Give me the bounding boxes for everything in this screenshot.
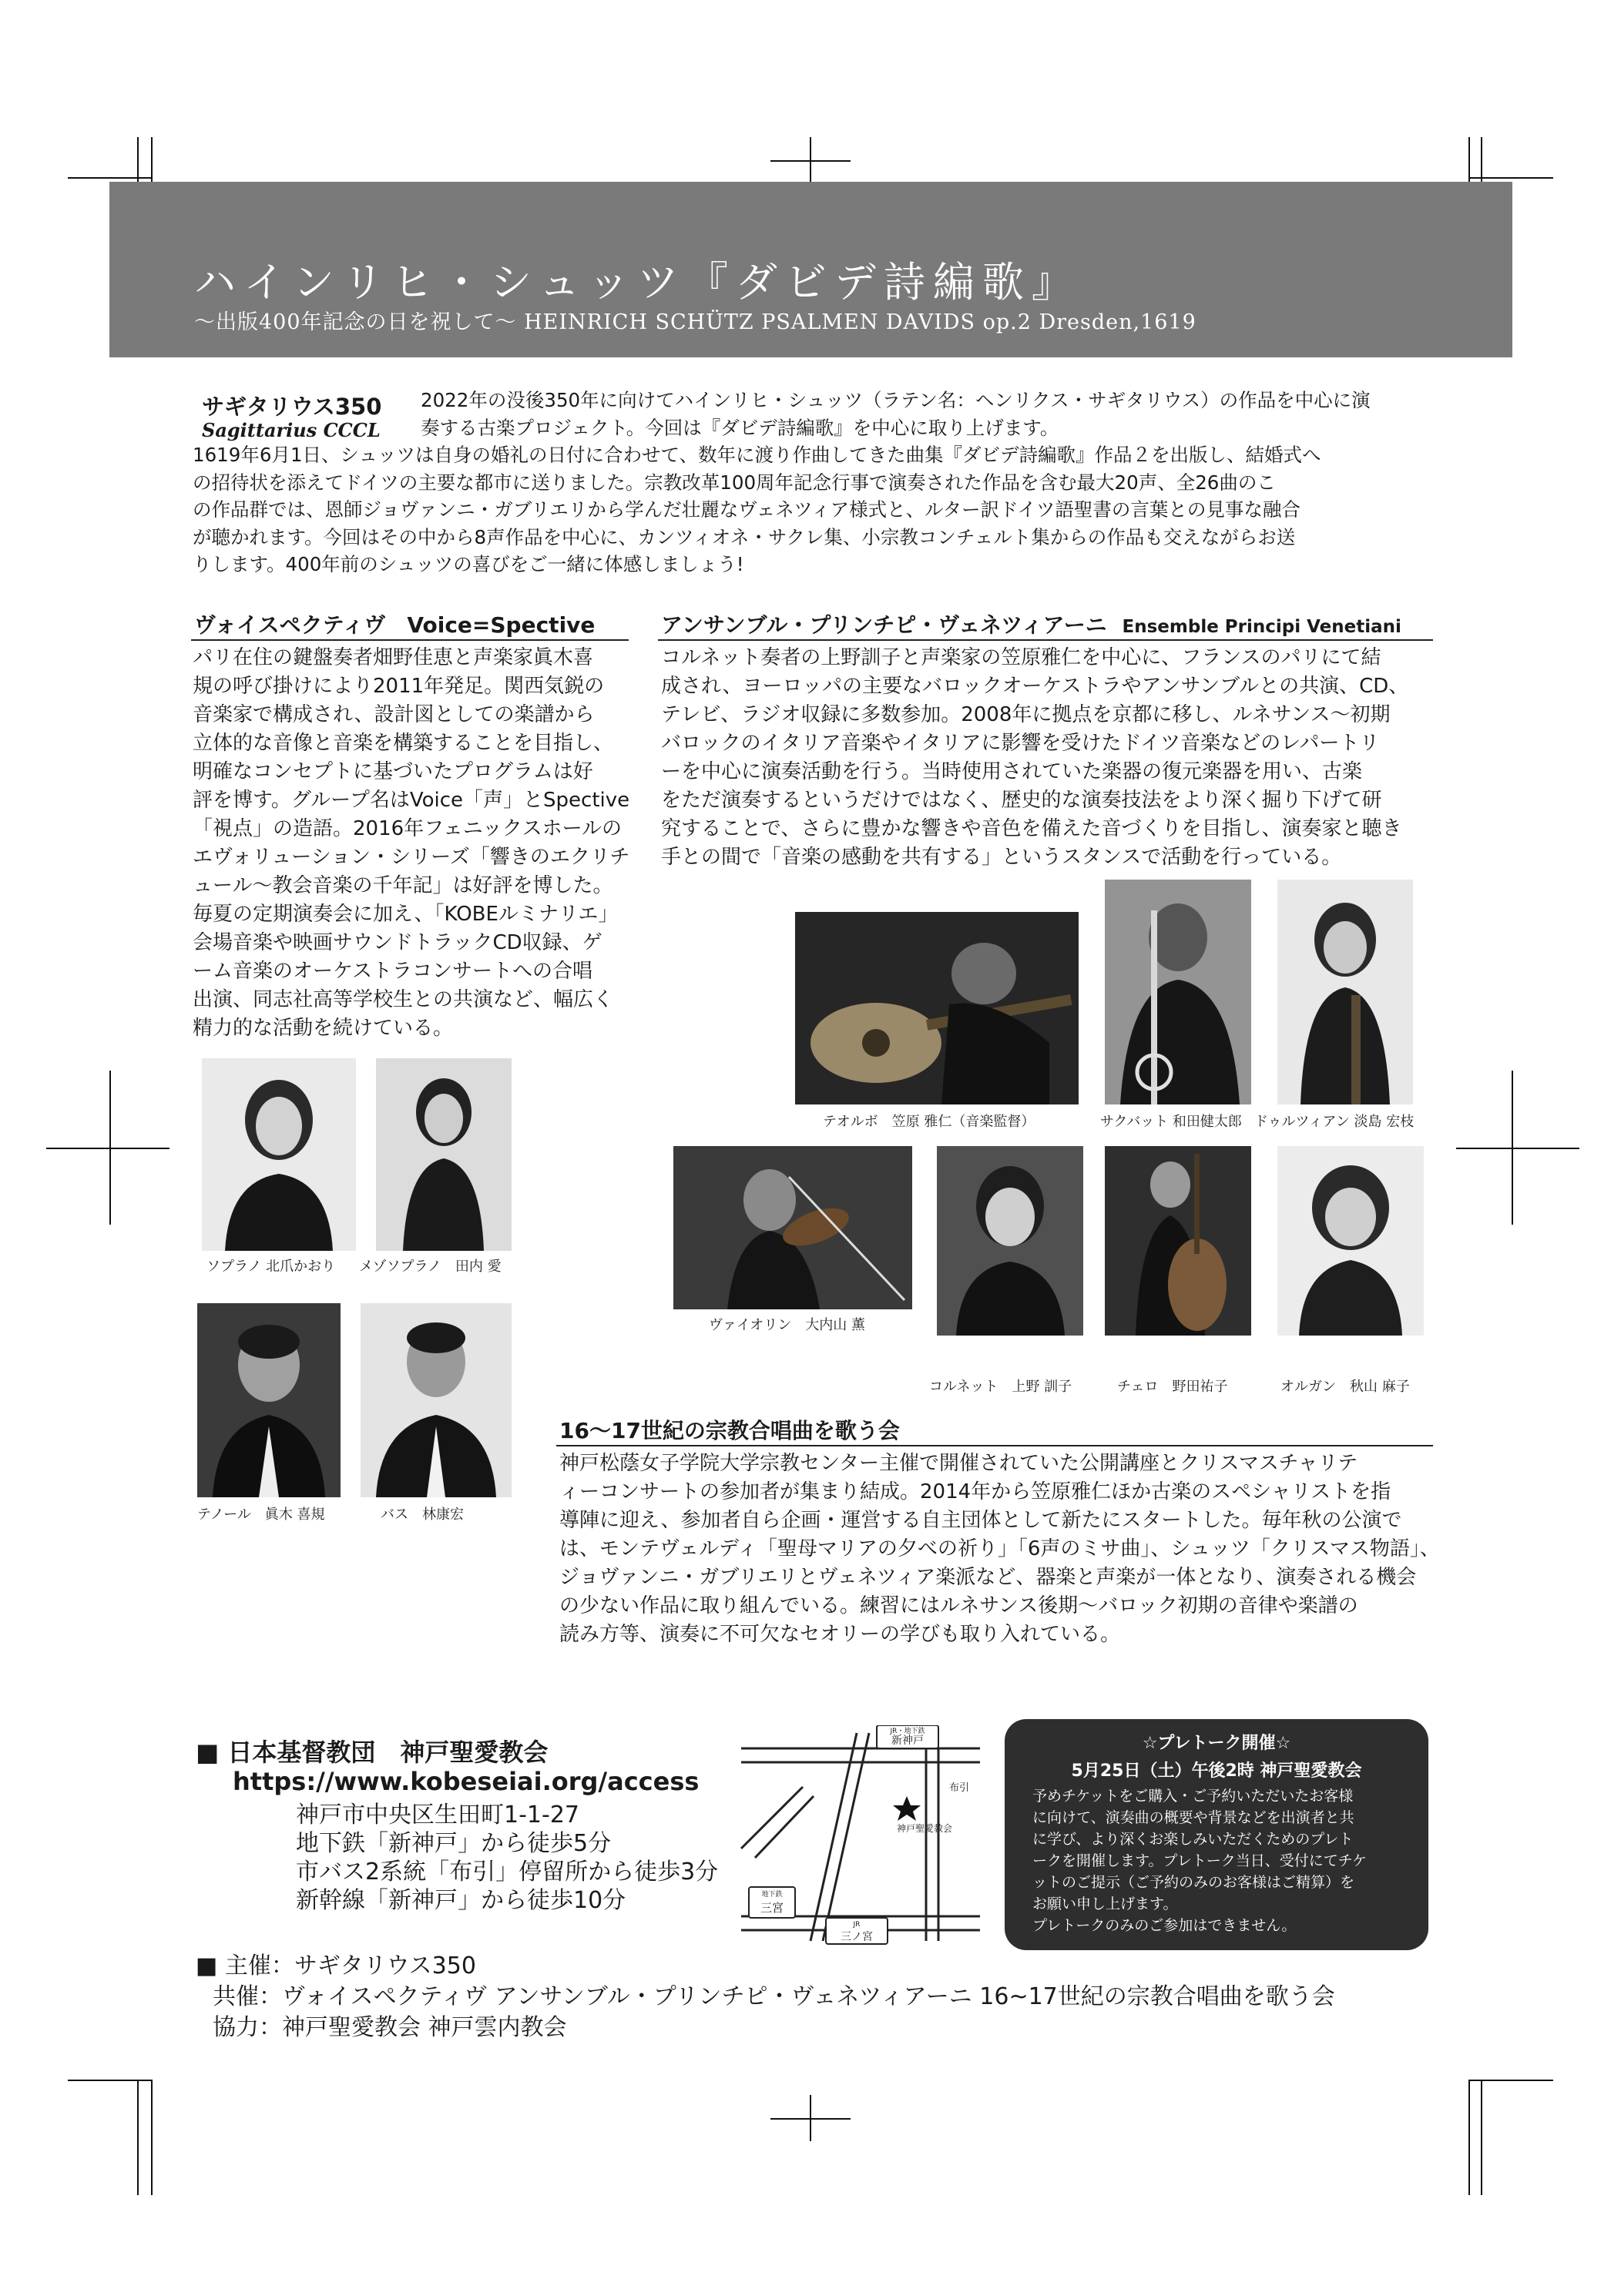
choir-heading-rule — [556, 1445, 1433, 1446]
crop-mark — [1468, 177, 1553, 179]
caption-soprano: ソプラノ 北爪かおり — [206, 1259, 336, 1275]
ensemble-line: 成され、ヨーロッパの主要なバロックオーケストラやアンサンブルとの共演、CD、 — [661, 675, 1409, 698]
choir-line: は、モンテヴェルディ「聖母マリアの夕べの祈り」「6声のミサ曲」、シュッツ「クリスマス物語」、 — [559, 1537, 1440, 1560]
choir-line: ジョヴァンニ・ガブリエリとヴェネツィア楽派など、器楽と声楽が一体となり、演奏される機会 — [559, 1566, 1417, 1589]
page-title: ハインリヒ・シュッツ『ダビデ詩編歌』 — [194, 258, 1081, 307]
crop-mark — [68, 2080, 153, 2081]
voice-line: 会場音楽や映画サウンドトラックCD収録、ゲ — [193, 931, 602, 954]
ensemble-line: 究することで、さらに豊かな響きや音色を備えた音づくりを目指し、演奏家と聴き — [661, 817, 1402, 840]
voice-line: ュール〜教会音楽の千年記」は好評を博した。 — [193, 874, 613, 897]
venue-url[interactable]: https://www.kobeseiai.org/access — [233, 1767, 700, 1796]
caption-dulcian: ドゥルツィアン 淡島 宏枝 — [1254, 1114, 1415, 1130]
voice-line: 立体的な音像と音楽を構築することを目指し、 — [193, 732, 614, 755]
map-sannomiya-left-small: 地下鉄 — [761, 1891, 783, 1899]
voice-line: 出演、同志社高等学校生との共演など、幅広く — [193, 988, 614, 1011]
voice-text — [193, 644, 629, 1043]
pretalk-box — [1005, 1719, 1428, 1950]
logo-ja: サギタリウス350 — [202, 394, 382, 420]
map-station-top-small: JR・地下鉄 — [890, 1728, 925, 1735]
crop-mark — [1481, 2080, 1482, 2195]
map-station-top: 新神戸 — [891, 1735, 924, 1747]
map-sannomiya-left: 三宮 — [760, 1901, 784, 1915]
ensemble-heading-ja: アンサンブル・プリンチピ・ヴェネツィアーニ — [661, 612, 1107, 638]
photo-mezzo — [376, 1058, 512, 1251]
crop-mark — [46, 1148, 169, 1149]
map-sannomiya-right: 三ノ宮 — [841, 1931, 873, 1943]
intro-line: 奏する古楽プロジェクト。今回は『ダビデ詩編歌』を中心に取り上げます。 — [421, 416, 1059, 439]
intro-line: が聴かれます。今回はその中から8声作品を中心に、カンツィオネ・サクレ集、小宗教コンチェルト集からの作品も交えながらお送 — [193, 525, 1296, 548]
pretalk-line: に学び、より深くお楽しみいただくためのプレト — [1032, 1831, 1354, 1848]
church-star-icon — [893, 1796, 921, 1821]
intro-line: りします。400年前のシュッツの喜びをご一緒に体感しましょう! — [193, 553, 744, 575]
photo-tenor — [197, 1303, 341, 1497]
caption-sackbut: サクバット 和田健太郎 — [1100, 1114, 1242, 1130]
voice-line: パリ在住の鍵盤奏者畑野佳恵と声楽家眞木喜 — [193, 646, 594, 669]
map-nunobiki: 布引 — [949, 1782, 970, 1794]
crop-mark — [770, 2118, 851, 2120]
photo-cello — [1105, 1146, 1251, 1336]
pretalk-line: に向けて、演奏曲の概要や背景などを出演者と共 — [1032, 1809, 1354, 1826]
ensemble-heading — [661, 608, 1401, 639]
pretalk-line: ットのご提示（ご予約のみのお客様はご精算）を — [1032, 1874, 1355, 1891]
intro-line: の招待状を添えてドイツの主要な都市に送りました。宗教改革100周年記念行事で演奏された作品を含む最大20声、全26曲のこ — [193, 471, 1276, 494]
ensemble-text — [661, 644, 1408, 872]
choir-line: 導陣に迎え、参加者自ら企画・運営する自主団体として新たにスタートした。毎年秋の公演で — [559, 1509, 1402, 1532]
photo-organ — [1277, 1146, 1424, 1336]
crop-mark — [137, 2080, 139, 2195]
venue-access: 新幹線「新神戸」から徒歩10分 — [296, 1887, 626, 1914]
crop-mark — [1468, 2080, 1553, 2081]
intro-text — [193, 387, 1371, 578]
crop-mark — [1468, 2080, 1470, 2195]
pretalk-text — [1032, 1785, 1367, 1936]
voice-line: ーム音楽のオーケストラコンサートへの合唱 — [193, 960, 592, 983]
caption-organ: オルガン 秋山 麻子 — [1280, 1379, 1410, 1395]
map-sannomiya-right-small: JR — [853, 1921, 861, 1929]
choir-line: ィーコンサートの参加者が集まり結成。2014年から笠原雅仁ほか古楽のスペシャリストを指 — [559, 1480, 1391, 1503]
pretalk-line: 予めチケットをご購入・ご予約いただいたお客様 — [1032, 1788, 1354, 1805]
venue-access: 市バス2系統「布引」停留所から徒歩3分 — [296, 1859, 719, 1885]
ensemble-line: テレビ、ラジオ収録に多数参加。2008年に拠点を京都に移し、ルネサンス〜初期 — [661, 703, 1391, 726]
venue-details — [296, 1801, 718, 1915]
cosponsor: 共催：ヴォイスペクティヴ アンサンブル・プリンチピ・ヴェネツィアーニ 16~17世紀の宗教合唱曲を歌う会 — [213, 1983, 1335, 2010]
intro-line: の作品群では、恩師ジョヴァンニ・ガブリエリから学んだ壮麗なヴェネツィア様式と、ルター訳ドイツ語聖書の言葉との見事な融合 — [193, 498, 1300, 521]
voice-heading-rule — [191, 639, 629, 641]
voice-line: 「視点」の造語。2016年フェニックスホールの — [193, 817, 623, 840]
venue-address: 神戸市中央区生田町1-1-27 — [296, 1802, 579, 1828]
venue-name: ■ 日本基督教団 神戸聖愛教会 — [196, 1738, 549, 1767]
voice-line: 音楽家で構成され、設計図としての楽譜から — [193, 703, 595, 726]
ensemble-heading-en: Ensemble Principi Venetiani — [1122, 617, 1401, 637]
intro-line: 1619年6月1日、シュッツは自身の婚礼の日付に合わせて、数年に渡り作曲してきた曲集『ダビデ詩編歌』作品２を出版し、結婚式へ — [193, 444, 1321, 466]
caption-bass: バス 林康宏 — [381, 1507, 464, 1523]
crop-mark — [68, 177, 153, 179]
choir-text — [559, 1450, 1440, 1649]
photo-sackbut — [1105, 880, 1251, 1104]
caption-cello: チェロ 野田祐子 — [1117, 1379, 1228, 1395]
choir-line: 読み方等、演奏に不可欠なセオリーの学びも取り入れている。 — [559, 1623, 1121, 1646]
choir-heading: 16〜17世紀の宗教合唱曲を歌う会 — [559, 1418, 900, 1443]
choir-line: 神戸松蔭女子学院大学宗教センター主催で開催されていた公開講座とクリスマスチャリテ — [559, 1452, 1358, 1475]
pretalk-line: お願い申し上げます。 — [1032, 1895, 1178, 1912]
crop-mark — [151, 2080, 153, 2195]
page-subtitle: 〜出版400年記念の日を祝して〜 HEINRICH SCHÜTZ PSALMEN DAVIDS op.2 Dresden,1619 — [194, 310, 1196, 334]
photo-dulcian — [1277, 880, 1413, 1104]
intro-line: 2022年の没後350年に向けてハインリヒ・シュッツ（ラテン名：ヘンリクス・サギタリウス）の作品を中心に演 — [421, 389, 1371, 411]
caption-violin: ヴァイオリン 大内山 薫 — [709, 1317, 866, 1333]
ensemble-line: バロックのイタリア音楽やイタリアに影響を受けたドイツ音楽などのレパートリ — [661, 732, 1380, 755]
voice-line: 評を博す。グループ名はVoice「声」とSpective — [193, 789, 630, 812]
caption-theorbo: テオルボ 笠原 雅仁（音楽監督） — [823, 1114, 1035, 1130]
access-map — [733, 1725, 980, 1949]
organizer: ■ 主催：サギタリウス350 — [196, 1952, 476, 1979]
pretalk-date: 5月25日（土）午後2時 神戸聖愛教会 — [1071, 1761, 1362, 1781]
cooperation: 協力：神戸聖愛教会 神戸雲内教会 — [213, 2014, 567, 2041]
crop-mark — [1456, 1148, 1579, 1149]
voice-line: 毎夏の定期演奏会に加え、「KOBEルミナリエ」 — [193, 903, 619, 926]
crop-mark — [770, 160, 851, 162]
photo-violin — [673, 1146, 912, 1309]
ensemble-line: コルネット奏者の上野訓子と声楽家の笠原雅仁を中心に、フランスのパリにて結 — [661, 646, 1381, 669]
caption-cornetto: コルネット 上野 訓子 — [929, 1379, 1072, 1395]
ensemble-line: をただ演奏するというだけではなく、歴史的な演奏技法をより深く掘り下げて研 — [661, 789, 1382, 812]
voice-line: 明確なコンセプトに基づいたプログラムは好 — [193, 760, 593, 783]
voice-heading: ヴォイスペクティヴ Voice=Spective — [194, 612, 596, 638]
venue-access: 地下鉄「新神戸」から徒歩5分 — [296, 1830, 612, 1857]
photo-theorbo — [795, 912, 1079, 1104]
voice-line: エヴォリューション・シリーズ「響きのエクリチ — [193, 846, 630, 869]
voice-line: 精力的な活動を続けている。 — [193, 1017, 454, 1040]
ensemble-line: 手との間で「音楽の感動を共有する」というスタンスで活動を行っている。 — [661, 846, 1342, 869]
voice-line: 規の呼び掛けにより2011年発足。関西気鋭の — [193, 675, 605, 698]
logo-en: Sagittarius CCCL — [202, 419, 381, 441]
ensemble-line: ーを中心に演奏活動を行う。当時使用されていた楽器の復元楽器を用い、古楽 — [661, 760, 1363, 783]
ensemble-heading-rule — [658, 639, 1433, 641]
caption-mezzo: メゾソプラノ 田内 愛 — [359, 1259, 502, 1275]
title-banner — [109, 182, 1512, 357]
pretalk-title: ☆プレトーク開催☆ — [1142, 1734, 1291, 1753]
map-church: 神戸聖愛教会 — [897, 1823, 953, 1834]
caption-tenor: テノール 眞木 喜規 — [197, 1507, 325, 1523]
photo-bass — [361, 1303, 512, 1497]
photo-soprano — [202, 1058, 356, 1251]
pretalk-line: プレトークのみのご参加はできません。 — [1032, 1917, 1297, 1934]
choir-line: の少ない作品に取り組んでいる。練習にはルネサンス後期〜バロック初期の音律や楽譜の — [559, 1594, 1358, 1617]
pretalk-line: ークを開催します。プレトーク当日、受付にてチケ — [1032, 1852, 1367, 1869]
photo-cornetto — [937, 1146, 1083, 1336]
